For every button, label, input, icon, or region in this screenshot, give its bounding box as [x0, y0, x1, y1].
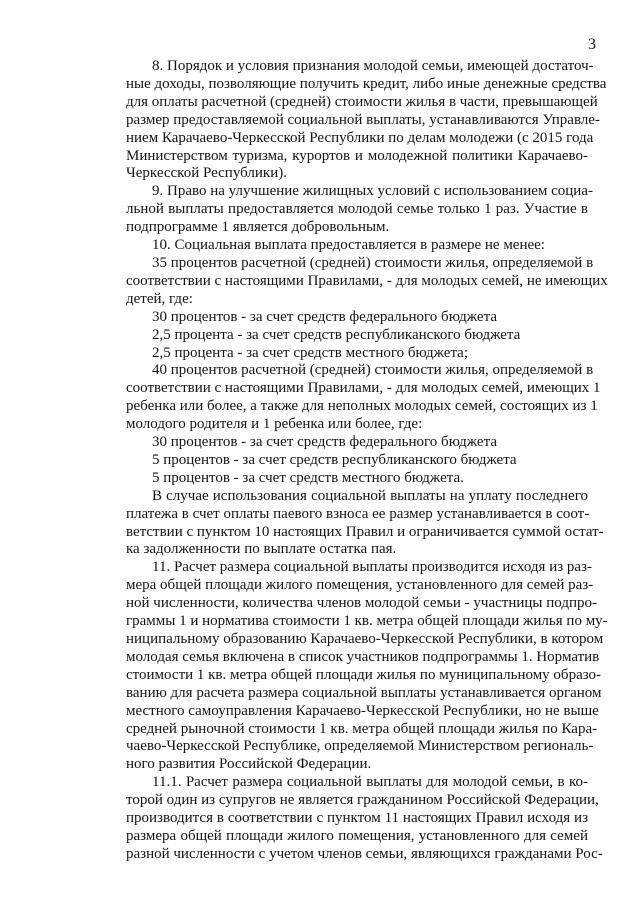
- text-line: детей, где:: [126, 290, 193, 307]
- text-line: мера общей площади жилого помещения, установленного для семей раз-: [126, 577, 594, 594]
- text-line: размера общей площади жилого помещения, установленного для семей: [126, 827, 588, 844]
- text-line: ветствии с пунктом 10 настоящих Правил и ограничивается суммой остат-: [126, 523, 604, 540]
- text-line: ребенка или более, а также для неполных молодых семей, состоящих из 1: [126, 398, 598, 415]
- text-line: местного самоуправления Карачаево-Черкесской Республики, но не выше: [126, 702, 599, 719]
- text-line: ные доходы, позволяющие получить кредит, либо иные денежные средства: [126, 75, 607, 92]
- text-line: размер предоставляемой социальной выплаты, устанавливаются Управле-: [126, 111, 600, 128]
- text-line: 11. Расчет размера социальной выплаты производится исходя из раз-: [152, 559, 592, 576]
- text-line: 10. Социальная выплата предоставляется в размере не менее:: [152, 237, 545, 254]
- text-line: 35 процентов расчетной (средней) стоимости жилья, определяемой в: [152, 254, 594, 271]
- text-line: ка задолженности по выплате остатка пая.: [126, 541, 397, 558]
- text-line: молодая семья включена в список участников подпрограммы 1. Норматив: [126, 648, 600, 665]
- text-line: 11.1. Расчет размера социальной выплаты для молодой семьи, в ко-: [152, 774, 588, 791]
- text-line: 8. Порядок и условия признания молодой семьи, имеющей достаточ-: [152, 58, 594, 74]
- text-line: ниципальному образованию Карачаево-Черкесской Республики, в котором: [126, 631, 604, 647]
- text-line: ного развития Российской Федерации.: [126, 756, 372, 773]
- text-line: 5 процентов - за счет средств местного бюджета.: [152, 469, 464, 486]
- text-line: льной выплаты предоставляется молодой семье только 1 раз. Участие в: [126, 201, 588, 218]
- text-line: ванию для расчета размера социальной выплаты устанавливается органом: [126, 684, 602, 701]
- text-line: 30 процентов - за счет средств федерального бюджета: [152, 308, 497, 325]
- text-line: соответствии с настоящими Правилами, - для молодых семей, не имеющих: [126, 272, 608, 289]
- text-line: молодого родителя и 1 ребенка или более, где:: [126, 416, 423, 433]
- text-line: разной численности с учетом членов семьи, являющихся гражданами Рос-: [126, 845, 603, 862]
- text-line: платежа в счет оплаты паевого взноса ее размер устанавливается в соот-: [126, 505, 590, 522]
- text-line: Черкесской Республики).: [126, 165, 287, 182]
- text-line: 2,5 процента - за счет средств местного бюджета;: [152, 344, 469, 361]
- text-line: граммы 1 и норматива стоимости 1 кв. метра общей площади жилья по му-: [126, 613, 608, 630]
- text-line: для оплаты расчетной (средней) стоимости жилья в части, превышающей: [126, 93, 598, 110]
- text-line: 5 процентов - за счет средств республиканского бюджета: [152, 451, 517, 468]
- text-line: соответствии с настоящими Правилами, - для молодых семей, имеющих 1: [126, 380, 601, 397]
- text-line: 2,5 процента - за счет средств республиканского бюджета: [152, 326, 521, 343]
- text-line: производится в соответствии с пунктом 11 настоящих Правил исходя из: [126, 810, 588, 827]
- text-line: В случае использования социальной выплаты на уплату последнего: [152, 487, 588, 504]
- page-number: 3: [588, 36, 596, 53]
- text-line: средней рыночной стоимости 1 кв. метра общей площади жилья по Кара-: [126, 720, 598, 737]
- text-line: торой один из супругов не является гражданином Российской Федерации,: [126, 792, 599, 809]
- text-line: чаево-Черкесской Республике, определяемой Министерством региональ-: [126, 738, 594, 755]
- text-line: подпрограмме 1 является добровольным.: [126, 219, 390, 236]
- text-line: 30 процентов - за счет средств федерального бюджета: [152, 434, 497, 451]
- text-line: 9. Право на улучшение жилищных условий с использованием социа-: [152, 183, 593, 200]
- document-body: [126, 58, 608, 864]
- text-line: нием Карачаево-Черкесской Республики по делам молодежи (с 2015 года: [126, 129, 594, 146]
- text-line: Министерством туризма, курортов и молодежной политики Карачаево-: [126, 147, 588, 164]
- text-line: стоимости 1 кв. метра общей площади жилья по муниципальному образо-: [126, 666, 602, 683]
- text-line: ной численности, количества членов молодой семьи - участницы подпро-: [126, 595, 597, 612]
- text-line: 40 процентов расчетной (средней) стоимости жилья, определяемой в: [152, 362, 594, 379]
